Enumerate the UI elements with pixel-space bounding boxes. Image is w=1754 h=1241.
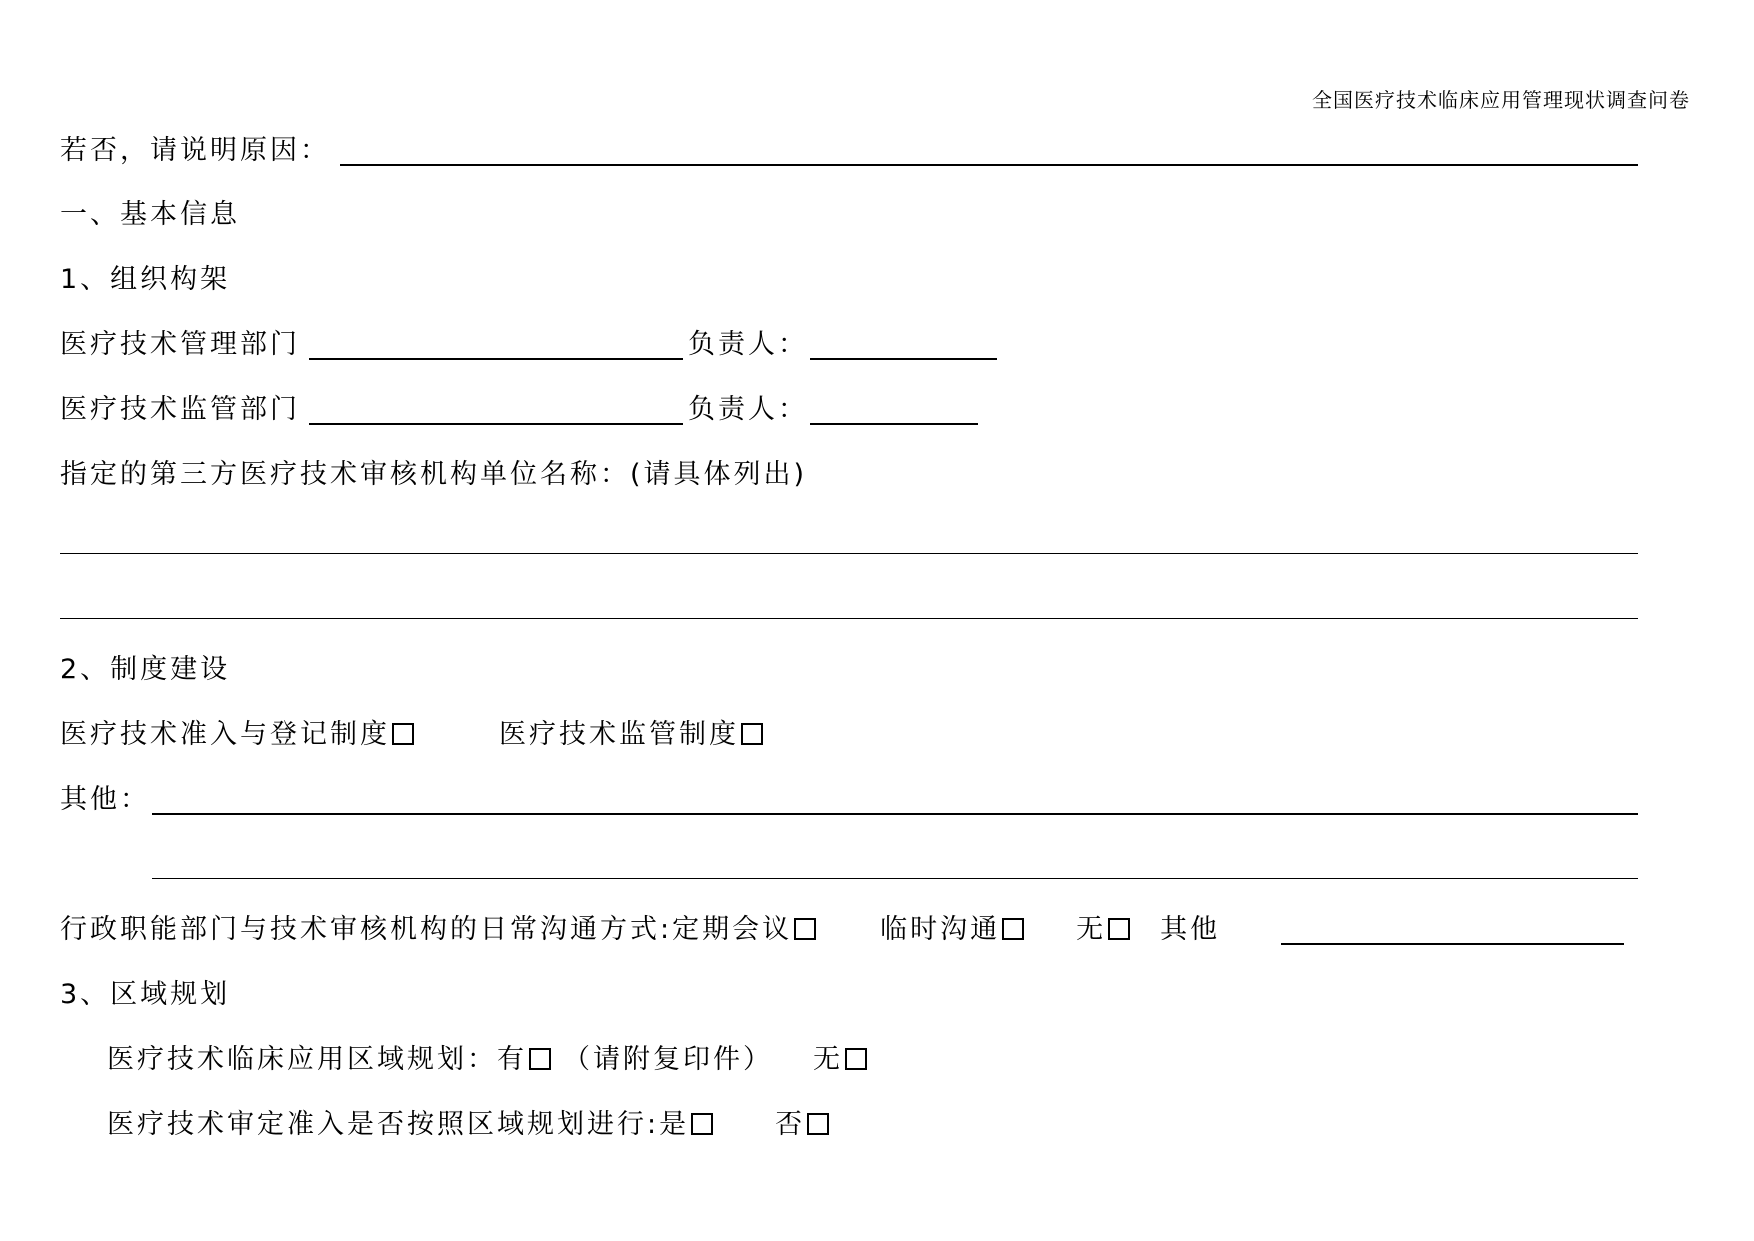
subsection-title-regional-planning: 3、区域规划 (60, 979, 231, 1010)
follow-plan-label: 医疗技术审定准入是否按照区域规划进行: (107, 1109, 660, 1140)
subsection-title-system: 2、制度建设 (60, 654, 231, 685)
regional-plan-label: 医疗技术临床应用区域规划： (107, 1044, 497, 1075)
regional-plan-row (107, 1044, 867, 1076)
reason-input-line[interactable] (340, 164, 1638, 166)
supervision-system-checkbox[interactable] (741, 723, 763, 745)
plan-yes-checkbox[interactable] (529, 1048, 551, 1070)
mgmt-head-label: 负责人： (688, 329, 808, 360)
follow-yes-checkbox[interactable] (691, 1113, 713, 1135)
communication-label: 行政职能部门与技术审核机构的日常沟通方式: (60, 914, 673, 945)
comm-option-temporary-label: 临时沟通 (880, 914, 1001, 945)
document-header: 全国医疗技术临床应用管理现状调查问卷 (1312, 88, 1690, 112)
comm-temporary-checkbox[interactable] (1002, 918, 1024, 940)
option-access-system (60, 719, 414, 751)
comm-meeting-checkbox[interactable] (794, 918, 816, 940)
reason-label: 若否，请说明原因： (60, 135, 330, 166)
section-title-basic-info: 一、基本信息 (60, 199, 240, 230)
supv-dept-input-line[interactable] (309, 423, 683, 425)
comm-option-meeting-label: 定期会议 (672, 914, 793, 945)
option-access-label: 医疗技术准入与登记制度 (60, 719, 390, 750)
supv-head-label: 负责人： (688, 394, 808, 425)
plan-yes-label: 有 (497, 1044, 527, 1075)
comm-other-input-line[interactable] (1281, 943, 1624, 945)
option-supervision-label: 医疗技术监管制度 (499, 719, 739, 750)
third-party-label: 指定的第三方医疗技术审核机构单位名称：(请具体列出) (60, 459, 808, 490)
other-input-line-2[interactable] (152, 878, 1638, 879)
option-supervision-system (499, 719, 763, 751)
comm-option-none-label: 无 (1076, 914, 1107, 945)
other-input-line-1[interactable] (152, 813, 1638, 815)
third-party-input-line-2[interactable] (60, 618, 1638, 619)
supv-head-input-line[interactable] (810, 423, 978, 425)
comm-other-label: 其他 (1160, 914, 1221, 945)
mgmt-head-input-line[interactable] (810, 358, 997, 360)
follow-yes-label: 是 (659, 1109, 690, 1140)
comm-none-checkbox[interactable] (1108, 918, 1130, 940)
follow-plan-row (107, 1109, 829, 1141)
supv-dept-label: 医疗技术监管部门 (60, 394, 300, 425)
subsection-title-organization: 1、组织构架 (60, 264, 231, 295)
follow-no-label: 否 (775, 1109, 806, 1140)
mgmt-dept-label: 医疗技术管理部门 (60, 329, 300, 360)
access-system-checkbox[interactable] (392, 723, 414, 745)
mgmt-dept-input-line[interactable] (309, 358, 683, 360)
third-party-input-line-1[interactable] (60, 553, 1638, 554)
other-label: 其他： (60, 784, 150, 815)
follow-no-checkbox[interactable] (807, 1113, 829, 1135)
communication-row (60, 914, 1220, 946)
plan-note: （请附复印件） (563, 1044, 773, 1075)
plan-no-label: 无 (813, 1044, 843, 1075)
plan-no-checkbox[interactable] (845, 1048, 867, 1070)
